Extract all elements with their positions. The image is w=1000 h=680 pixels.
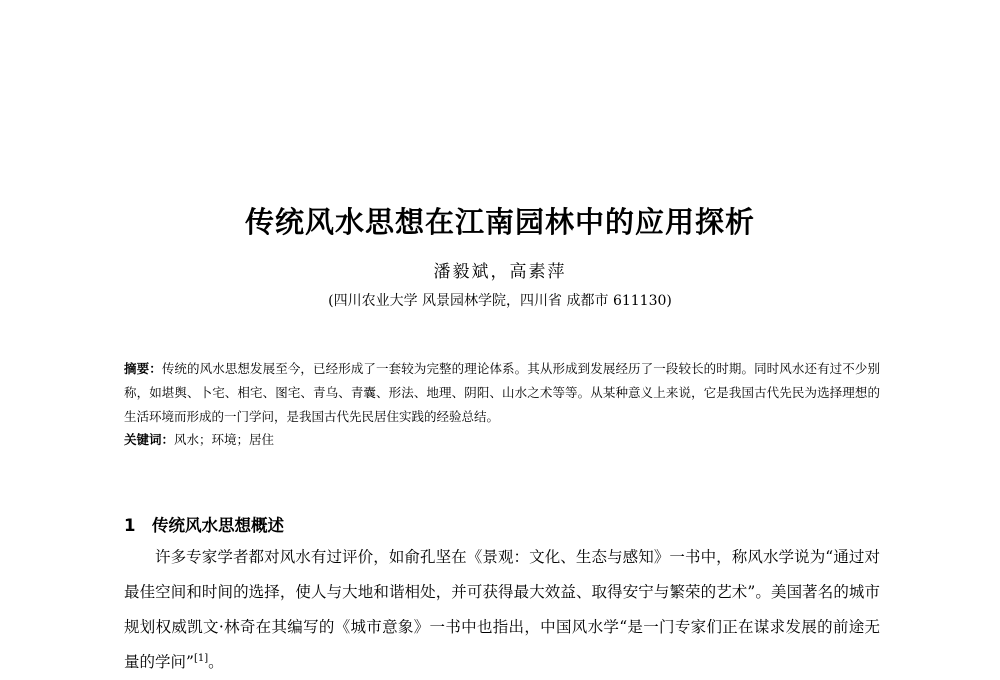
- abstract-text: 传统的风水思想发展至今，已经形成了一套较为完整的理论体系。其从形成到发展经历了一段较长的时期。同时风水还有过不少别称，如堪舆、卜宅、相宅、图宅、青乌、青囊、形法、地理、阴阳、山水之术等等。从某种意义上来说，它是我国古代先民为选择理想的生活环境而形成的一门学问，是我国古代先民居住实践的经验总结。: [124, 361, 880, 424]
- body-text: 许多专家学者都对风水有过评价，如俞孔坚在《景观：文化、生态与感知》一书中，称风水学说为“通过对最佳空间和时间的选择，使人与大地和谐相处，并可获得最大效益、取得安宁与繁荣的艺术”。美国著名的城市规划权威凯文·林奇在其编写的《城市意象》一书中也指出，中国风水学“是一门专家们正在谋求发展的前途无量的学问”: [124, 548, 880, 671]
- paper-authors: 潘毅斌，高素萍: [433, 262, 567, 282]
- keywords-label: 关键词：: [124, 432, 175, 447]
- paper-affiliation: (四川农业大学 风景园林学院，四川省 成都市 611130): [328, 293, 672, 309]
- section-number: 1: [124, 516, 136, 535]
- abstract-label: 摘要：: [124, 361, 162, 376]
- citation-reference: [1]: [193, 652, 209, 664]
- keywords-line: [124, 430, 880, 450]
- abstract-paragraph: [124, 357, 880, 429]
- body-end: 。: [208, 653, 224, 671]
- keywords-text: 风水；环境；居住: [174, 432, 275, 447]
- paper-title: 传统风水思想在江南园林中的应用探析: [244, 205, 755, 239]
- section-title: 传统风水思想概述: [152, 516, 284, 535]
- section-heading: [124, 512, 284, 536]
- body-paragraph: [124, 540, 880, 680]
